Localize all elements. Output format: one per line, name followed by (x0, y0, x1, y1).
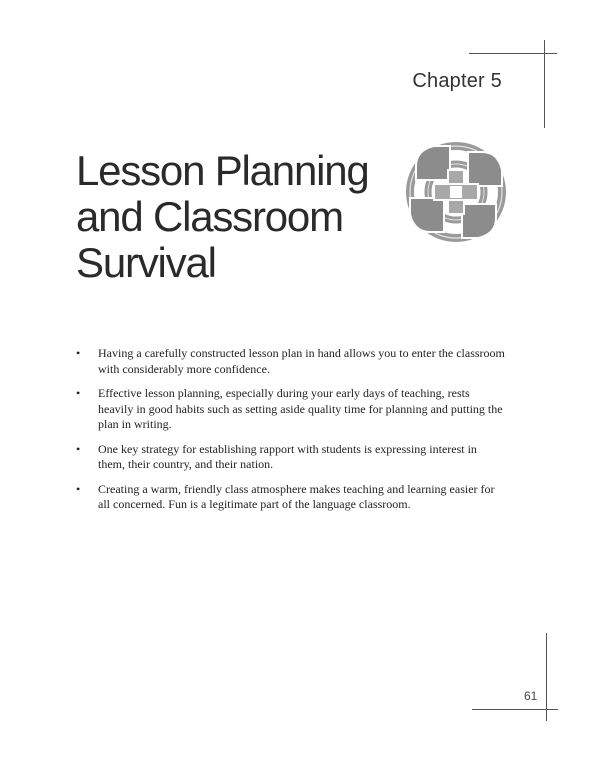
list-item-text: One key strategy for establishing rapport with students is expressing interest in them, their country, and their nation. (98, 441, 477, 471)
crop-mark-top-vertical (544, 40, 545, 128)
bullet-marker: • (76, 386, 81, 400)
chapter-summary-list (76, 346, 506, 522)
chapter-title (76, 148, 396, 286)
chapter-title-line-1: Lesson Planning (76, 147, 369, 194)
bullet-marker: • (76, 441, 81, 456)
list-item-text: Effective lesson planning, especially during your early days of teaching, rests heavily in good habits such as setting aside quality time for planning and putting the plan in writing. (98, 386, 503, 431)
list-item (76, 346, 506, 377)
page-number: 61 (524, 689, 538, 703)
list-item (76, 442, 506, 473)
chapter-title-line-3: Survival (76, 239, 216, 286)
crop-mark-bottom-vertical (546, 633, 547, 721)
bullet-marker: • (76, 481, 81, 496)
chapter-label: Chapter 5 (412, 70, 502, 92)
bullet-marker: • (76, 346, 81, 360)
list-item-text: Creating a warm, friendly class atmosphere makes teaching and learning easier for all concerned. Fun is a legitimate part of the language classroom. (98, 481, 495, 511)
celtic-knot-emblem-icon (404, 140, 508, 244)
list-item (76, 386, 506, 433)
list-item-text: Having a carefully constructed lesson plan in hand allows you to enter the classroom with considerably more confidence. (98, 346, 505, 376)
list-item (76, 482, 506, 513)
chapter-title-line-2: and Classroom (76, 193, 343, 240)
